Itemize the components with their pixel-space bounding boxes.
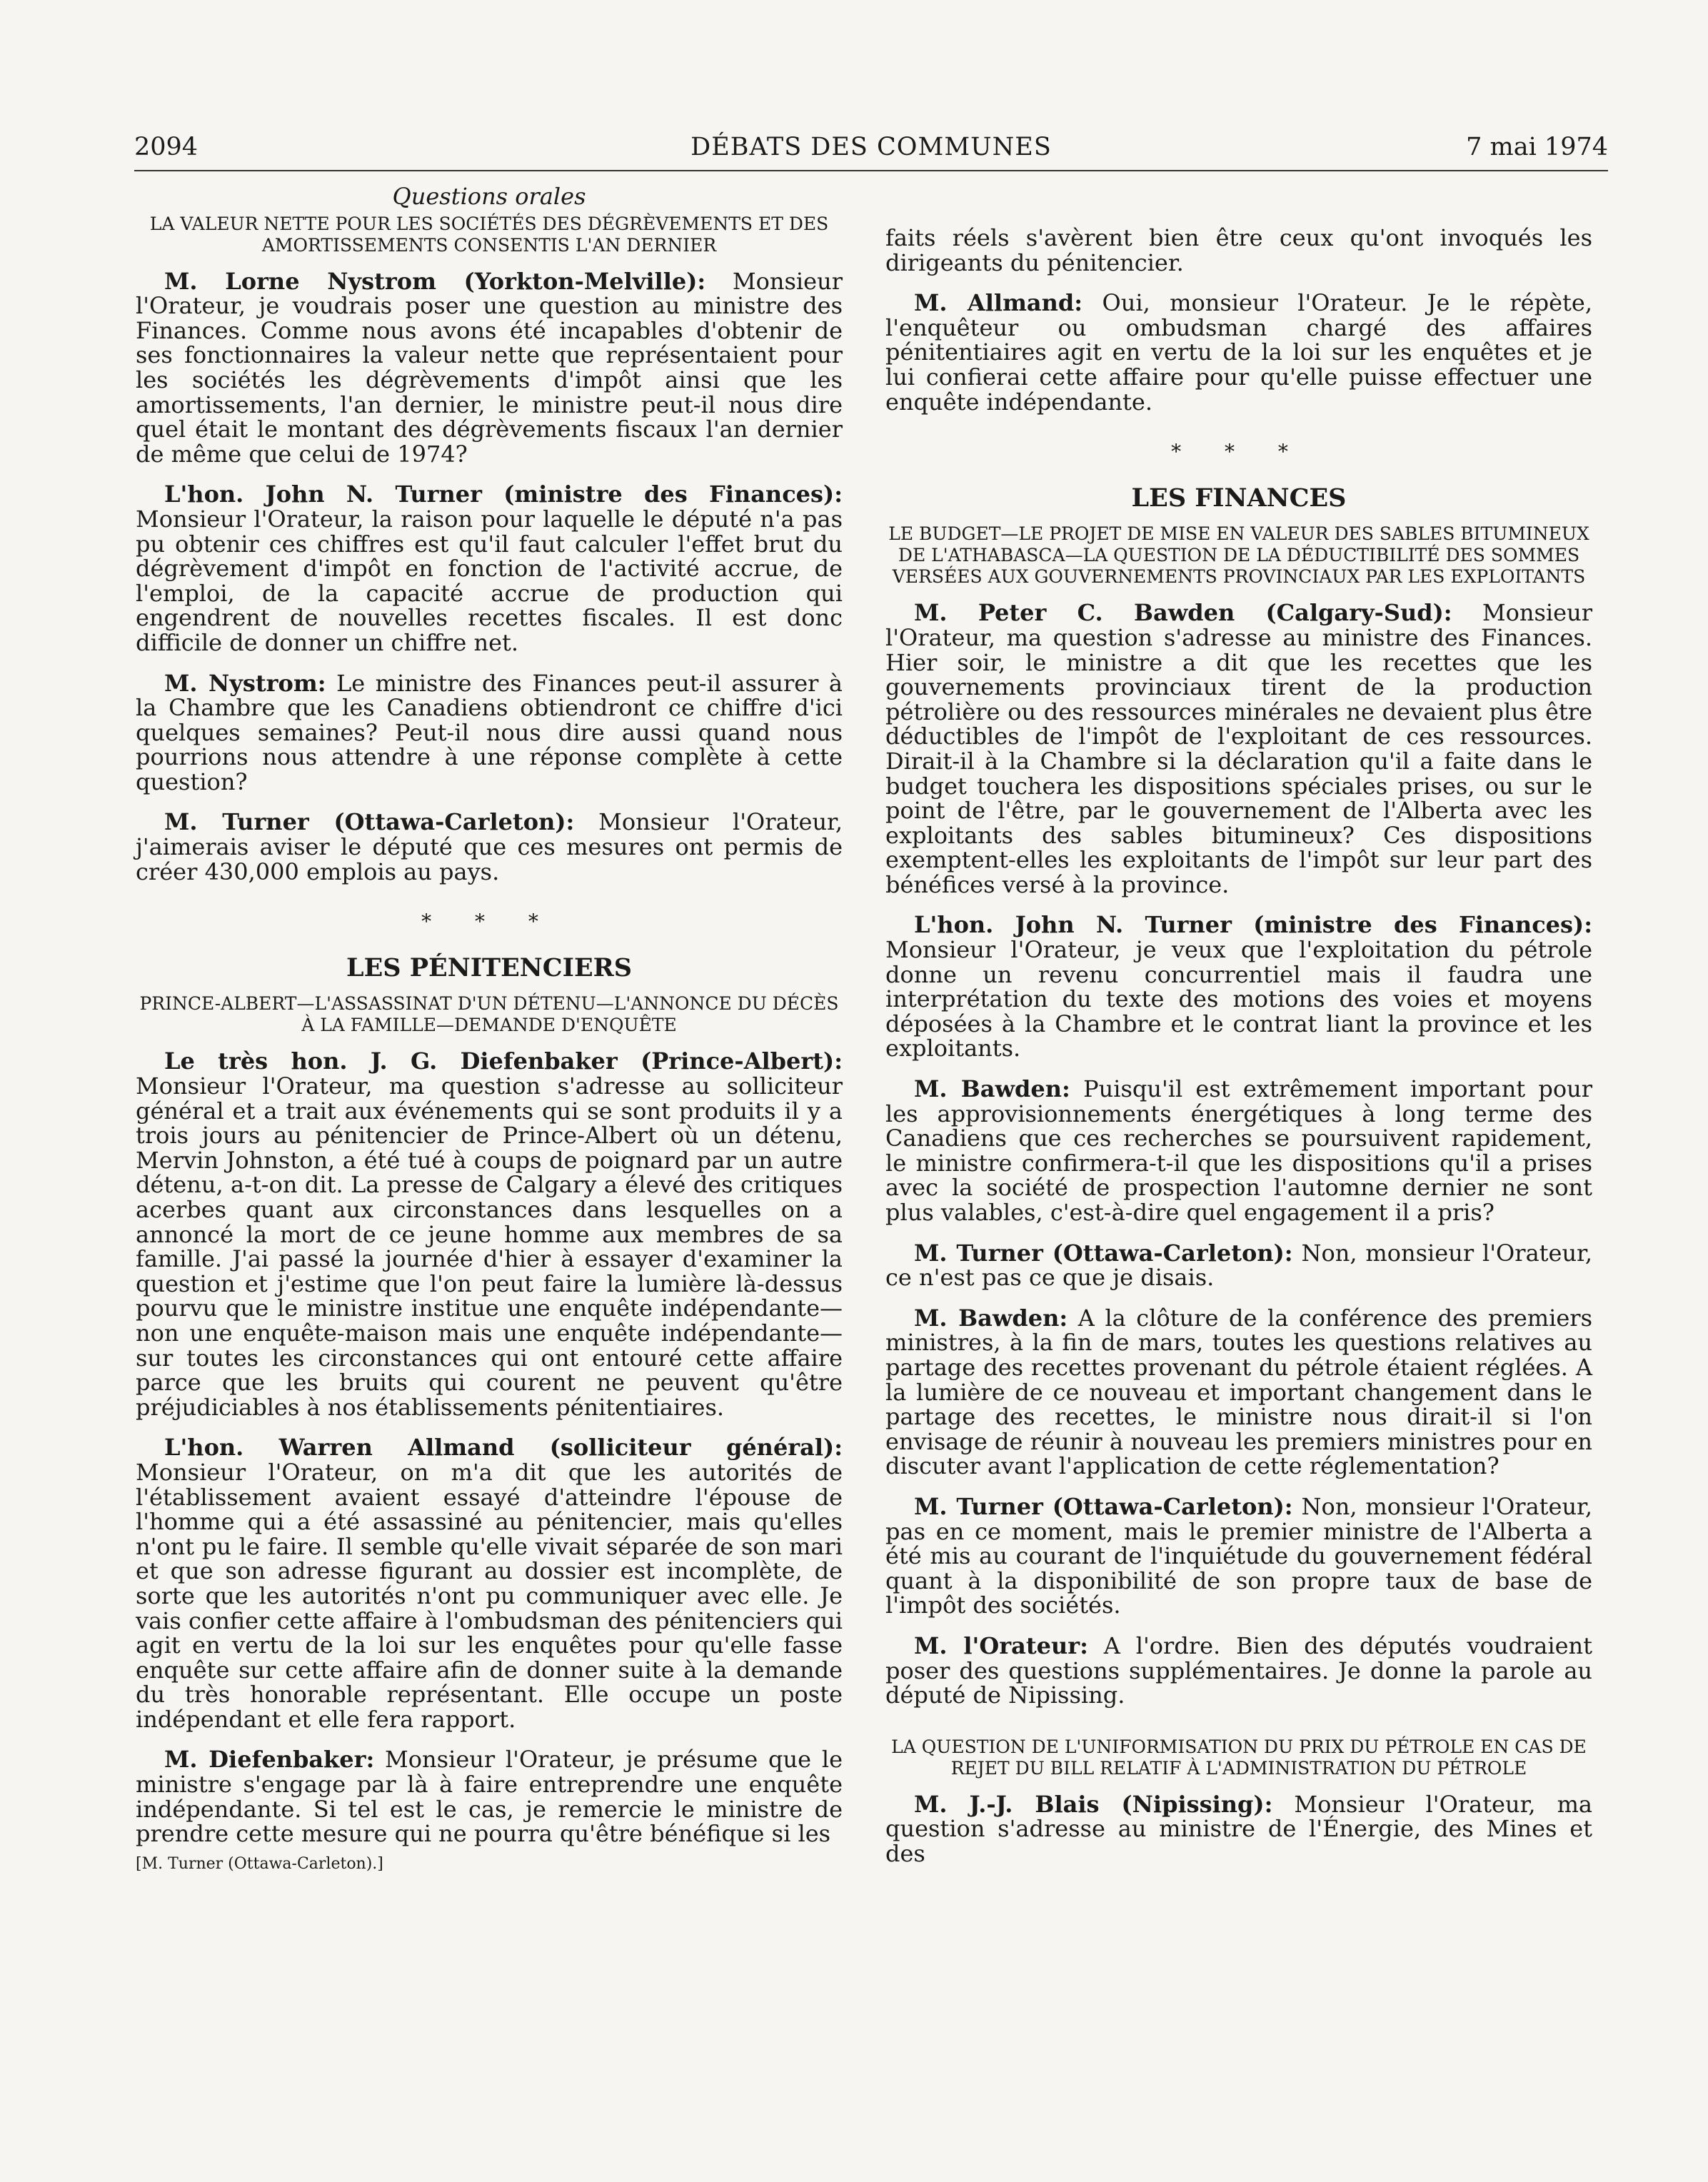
speaker-name: M. l'Orateur: bbox=[914, 1632, 1088, 1659]
paragraph bbox=[136, 1435, 843, 1731]
speaker-name: M. Allmand: bbox=[914, 289, 1083, 317]
paragraph bbox=[885, 1241, 1592, 1290]
speaker-name: M. Turner (Ottawa-Carleton): bbox=[914, 1239, 1293, 1267]
paragraph bbox=[885, 1306, 1592, 1479]
speaker-name: M. Diefenbaker: bbox=[164, 1746, 375, 1774]
speech-text: Monsieur l'Orateur, je voudrais poser une question au ministre des Finances. Comme nous avons été incapables d'obtenir de ses fonctionnaires la valeur nette que représentaient pour les sociétés les dégrèvements d'impôt ainsi que les amortissements, l'an dernier, le ministre peut-il nous dire quel était le montant des dégrèvements fiscaux l'an dernier de même que celui de 1974? bbox=[136, 267, 843, 468]
speech-text: Monsieur l'Orateur, la raison pour laquelle le député n'a pas pu obtenir ces chiffres est qu'il faut calculer l'effet brut du dégrèvement d'impôt en fonction de l'activité accrue, de l'emploi, de la capacité accrue de production qui engendrent de nouvelles recettes fiscales. Il est donc difficile de donner un chiffre net. bbox=[136, 505, 843, 656]
speaker-name: L'hon. Warren Allmand (solliciteur général): bbox=[164, 1434, 843, 1462]
speech-text: Non, monsieur l'Orateur, ce n'est pas ce que je disais. bbox=[885, 1239, 1592, 1292]
speech-text: Le ministre des Finances peut-il assurer à la Chambre que les Canadiens obtiendront ce chiffre d'ici quelques semaines? Peut-il nous dire aussi quand nous pourrions nous attendre à une réponse complète à cette question? bbox=[136, 669, 843, 795]
subheading: PRINCE-ALBERT—L'ASSASSINAT D'UN DÉTENU—L'ANNONCE DU DÉCÈS À LA FAMILLE—DEMANDE D'ENQUÊTE bbox=[139, 993, 839, 1036]
speaker-name: M. Peter C. Bawden (Calgary-Sud): bbox=[914, 599, 1452, 627]
speaker-name: M. Bawden: bbox=[914, 1304, 1068, 1332]
section-heading: LES PÉNITENCIERS bbox=[346, 952, 633, 982]
speech-text: Monsieur l'Orateur, j'aimerais aviser le député que ces mesures ont permis de créer 430,000 emplois au pays. bbox=[136, 808, 843, 885]
paragraph bbox=[136, 671, 843, 795]
paragraph bbox=[136, 810, 843, 884]
right-column bbox=[885, 226, 1592, 1881]
paragraph bbox=[885, 1494, 1592, 1618]
speaker-name: L'hon. John N. Turner (ministre des Finances): bbox=[164, 481, 843, 508]
paragraph bbox=[136, 1747, 843, 1846]
issue-date: 7 mai 1974 bbox=[1466, 133, 1608, 161]
section-title: Questions orales bbox=[392, 183, 586, 210]
journal-title: DÉBATS DES COMMUNES bbox=[690, 133, 1052, 161]
speech-text: Monsieur l'Orateur, on m'a dit que les autorités de l'établissement avaient essayé d'atteindre l'épouse de l'homme qui a été assassiné au pénitencier, mais qu'elles n'ont pu le faire. Il semble qu'elle vivait séparée de son mari et que son adresse figurant au dossier est incomplète, de sorte que les autorités n'ont pu communiquer avec elle. Je vais confier cette affaire à l'ombudsman des pénitenciers qui agit en vertu de la loi sur les enquêtes pour qu'elle fasse enquête sur cette affaire afin de donner suite à la demande du très honorable représentant. Elle occupe un poste indépendant et elle fera rapport. bbox=[136, 1458, 843, 1733]
paragraph bbox=[136, 1049, 843, 1419]
speech-text: Non, monsieur l'Orateur, pas en ce moment, mais le premier ministre de l'Alberta a été mis au courant de l'inquiétude du gouvernement fédéral quant à la disponibilité de son propre taux de base de l'impôt des sociétés. bbox=[885, 1492, 1592, 1619]
paragraph bbox=[885, 1077, 1592, 1225]
section-separator: * * * bbox=[1171, 440, 1307, 464]
paragraph bbox=[136, 482, 843, 655]
speaker-name: M. Turner (Ottawa-Carleton): bbox=[164, 808, 575, 836]
speaker-name: Le très hon. J. G. Diefenbaker (Prince-Albert): bbox=[164, 1047, 843, 1075]
speech-text: A l'ordre. Bien des députés voudraient poser des questions supplémentaires. Je donne la parole au député de Nipissing. bbox=[885, 1632, 1593, 1709]
paragraph bbox=[885, 291, 1592, 414]
speech-text: faits réels s'avèrent bien être ceux qu'ont invoqués les dirigeants du pénitencier. bbox=[885, 224, 1592, 276]
paragraph bbox=[885, 1792, 1592, 1866]
subheading: LA VALEUR NETTE POUR LES SOCIÉTÉS DES DÉGRÈVEMENTS ET DES AMORTISSEMENTS CONSENTIS L'AN DERNIER bbox=[149, 213, 829, 256]
speech-text: A la clôture de la conférence des premiers ministres, à la fin de mars, toutes les questions relatives au partage des recettes provenant du pétrole étaient réglées. A la lumière de ce nouveau et important changement dans le partage des recettes, le ministre nous dirait-il si l'on envisage de réunir à nouveau les premiers ministres pour en discuter avant l'application de cette réglementation? bbox=[885, 1304, 1593, 1480]
speech-text: Monsieur l'Orateur, ma question s'adresse au ministre des Finances. Hier soir, le ministre a dit que les recettes que les gouvernements provinciaux tirent de la production pétrolière ou des ressources minérales ne devaient plus être déductibles de l'impôt de l'exploitant de ces ressources. Dirait-il à la Chambre si la déclaration qu'il a faite dans le budget touchera les dispositions spéciales prises, ou sur le point de l'être, par le gouvernement de l'Alberta avec les exploitants des sables bitumineux? Ces dispositions exemptent-elles les exploitants de l'impôt sur leur part des bénéfices versé à la province. bbox=[885, 599, 1593, 898]
paragraph bbox=[885, 912, 1592, 1061]
section-separator: * * * bbox=[421, 910, 557, 934]
speech-text: Monsieur l'Orateur, ma question s'adresse au solliciteur général et a trait aux événements qui se sont produits il y a trois jours au pénitencier de Prince-Albert où un détenu, Mervin Johnston, a été tué à coups de poignard par un autre détenu, a-t-on dit. La presse de Calgary a élevé des critiques acerbes quant aux circonstances dans lesquelles on a annoncé la mort de ce jeune homme aux membres de sa famille. J'ai passé la journée d'hier à essayer d'examiner la question et j'estime que l'on peut faire la lumière là-dessus pourvu que le ministre institue une enquête indépendante—non une enquête-maison mais une enquête indépendante—sur toutes les circonstances qui ont entouré cette affaire parce que les bruits qui courent ne peuvent qu'être préjudiciables à nos établissements pénitentiaires. bbox=[136, 1072, 843, 1421]
speaker-name: M. Bawden: bbox=[914, 1075, 1070, 1103]
speech-text: Oui, monsieur l'Orateur. Je le répète, l'enquêteur ou ombudsman chargé des affaires pénitentiaires agit en vertu de la loi sur les enquêtes et je lui confierai cette affaire pour qu'elle puisse effectuer une enquête indépendante. bbox=[885, 289, 1593, 416]
speaker-name: L'hon. John N. Turner (ministre des Finances): bbox=[914, 911, 1592, 939]
speaker-name: M. J.-J. Blais (Nipissing): bbox=[914, 1790, 1273, 1818]
left-column bbox=[136, 184, 843, 1876]
speech-text: Monsieur l'Orateur, ma question s'adresse au ministre de l'Énergie, des Mines et des bbox=[885, 1790, 1592, 1867]
section-heading: LES FINANCES bbox=[1131, 483, 1347, 513]
speaker-name: M. Lorne Nystrom (Yorkton-Melville): bbox=[164, 267, 706, 295]
subheading: LE BUDGET—LE PROJET DE MISE EN VALEUR DES SABLES BITUMINEUX DE L'ATHABASCA—LA QUESTION DE LA DÉDUCTIBILITÉ DES SOMMES VERSÉES AUX GOUVERNEMENTS PROVINCIAUX PAR LES EXPLOITANTS bbox=[888, 523, 1589, 588]
paragraph bbox=[136, 269, 843, 467]
speech-text: Puisqu'il est extrêmement important pour les approvisionnements énergétiques à long terme des Canadiens que ces recherches se poursuivent rapidement, le ministre confirmera-t-il que les dispositions qu'il a prises avec la société de prospection l'automne dernier ne sont plus valables, c'est-à-dire quel engagement il a pris? bbox=[885, 1075, 1593, 1226]
speaker-name: M. Nystrom: bbox=[164, 669, 326, 697]
page-header bbox=[134, 130, 1608, 171]
speech-text: Monsieur l'Orateur, je présume que le ministre s'engage par là à faire entreprendre une enquête indépendante. Si tel est le cas, je remercie le ministre de prendre cette mesure qui ne pourra qu'être bénéfique si les bbox=[136, 1746, 843, 1848]
paragraph bbox=[885, 600, 1592, 897]
paragraph bbox=[885, 1634, 1592, 1708]
paragraph bbox=[885, 226, 1592, 275]
speaker-name: M. Turner (Ottawa-Carleton): bbox=[914, 1492, 1293, 1520]
speech-text: Monsieur l'Orateur, je veux que l'exploitation du pétrole donne un revenu concurrentiel mais il faudra une interprétation du texte des motions des voies et moyens déposées à la Chambre et le contrat liant la province et les exploitants. bbox=[885, 936, 1592, 1062]
subheading: LA QUESTION DE L'UNIFORMISATION DU PRIX DU PÉTROLE EN CAS DE REJET DU BILL RELATIF À L'ADMINISTRATION DU PÉTROLE bbox=[891, 1736, 1587, 1779]
speaker-footnote: [M. Turner (Ottawa-Carleton).] bbox=[136, 1854, 383, 1873]
page-number: 2094 bbox=[134, 133, 199, 161]
